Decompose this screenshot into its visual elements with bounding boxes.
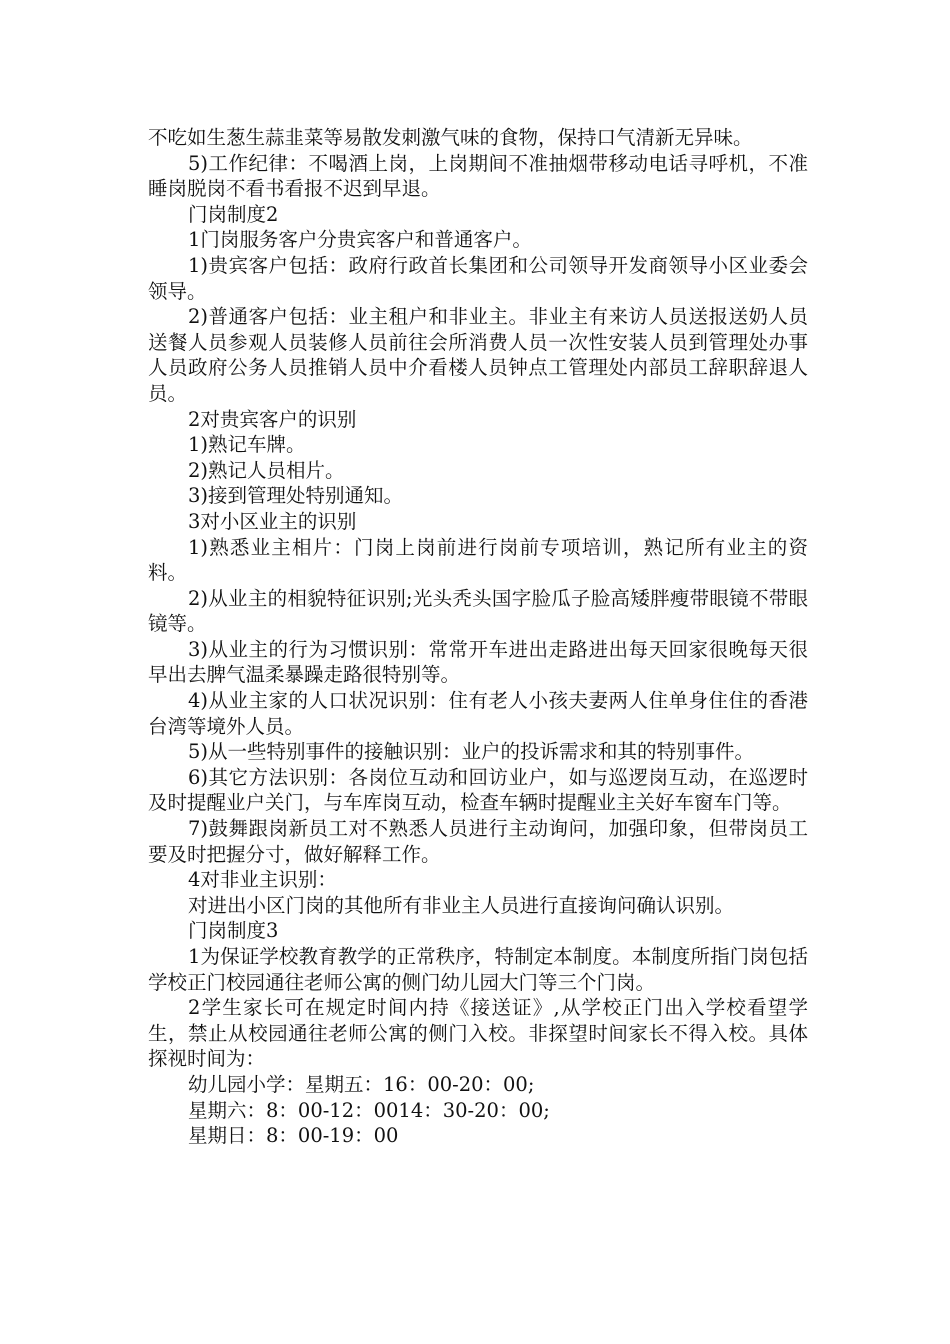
paragraph: 4对非业主识别： — [188, 868, 337, 892]
paragraph: 1)贵宾客户包括：政府行政首长集团和公司领导开发商领导小区业委会领导。 — [148, 253, 808, 303]
paragraph: 5)工作纪律：不喝酒上岗，上岗期间不准抽烟带移动电话寻呼机，不准睡岗脱岗不看书看报不迟到早退。 — [148, 151, 808, 201]
paragraph: 星期六：8：00-12：0014：30-20：00; — [188, 1098, 550, 1122]
paragraph: 6)其它方法识别：各岗位互动和回访业户，如与巡逻岗互动，在巡逻时及时提醒业户关门，与车库岗互动，检查车辆时提醒业主关好车窗车门等。 — [148, 765, 808, 815]
paragraph: 4)从业主家的人口状况识别：住有老人小孩夫妻两人住单身住住的香港台湾等境外人员。 — [148, 689, 808, 738]
paragraph: 2)从业主的相貌特征识别;光头秃头国字脸瓜子脸高矮胖瘦带眼镜不带眼镜等。 — [148, 586, 808, 636]
paragraph: 5)从一些特别事件的接触识别：业户的投诉需求和其的特别事件。 — [188, 740, 755, 764]
paragraph: 1)熟记车牌。 — [188, 433, 306, 457]
paragraph: 1为保证学校教育教学的正常秩序，特制定本制度。本制度所指门岗包括学校正门校园通往老师公寓的侧门幼儿园大门等三个门岗。 — [148, 945, 808, 994]
paragraph: 对进出小区门岗的其他所有非业主人员进行直接询问确认识别。 — [188, 893, 735, 917]
paragraph: 3对小区业主的识别 — [188, 509, 357, 533]
section-heading: 门岗制度2 — [188, 202, 279, 226]
paragraph: 1)熟悉业主相片：门岗上岗前进行岗前专项培训，熟记所有业主的资料。 — [148, 535, 808, 585]
paragraph: 3)接到管理处特别通知。 — [188, 484, 404, 508]
section-heading: 门岗制度3 — [188, 919, 279, 943]
paragraph: 不吃如生葱生蒜韭菜等易散发刺激气味的食物，保持口气清新无异味。 — [148, 126, 753, 149]
paragraph: 幼儿园小学：星期五：16：00-20：00; — [188, 1072, 535, 1096]
paragraph: 2对贵宾客户的识别 — [188, 407, 357, 431]
paragraph: 2学生家长可在规定时间内持《接送证》,从学校正门出入学校看望学生，禁止从校园通往老师公寓的侧门入校。非探望时间家长不得入校。具体探视时间为： — [148, 996, 808, 1071]
paragraph: 2)熟记人员相片。 — [188, 458, 345, 482]
paragraph: 1门岗服务客户分贵宾客户和普通客户。 — [188, 228, 532, 252]
paragraph: 7)鼓舞跟岗新员工对不熟悉人员进行主动询问，加强印象，但带岗员工要及时把握分寸，做好解释工作。 — [148, 817, 808, 866]
paragraph: 3)从业主的行为习惯识别：常常开车进出走路进出每天回家很晚每天很早出去脾气温柔暴躁走路很特别等。 — [148, 637, 808, 687]
document-page — [148, 125, 808, 1149]
paragraph: 2)普通客户包括：业主租户和非业主。非业主有来访人员送报送奶人员送餐人员参观人员装修人员前往会所消费人员一次性安装人员到管理处办事人员政府公务人员推销人员中介看楼人员钟点工管理处内部员工辞职辞退人员。 — [148, 305, 808, 405]
paragraph: 星期日：8：00-19：00 — [188, 1124, 399, 1148]
